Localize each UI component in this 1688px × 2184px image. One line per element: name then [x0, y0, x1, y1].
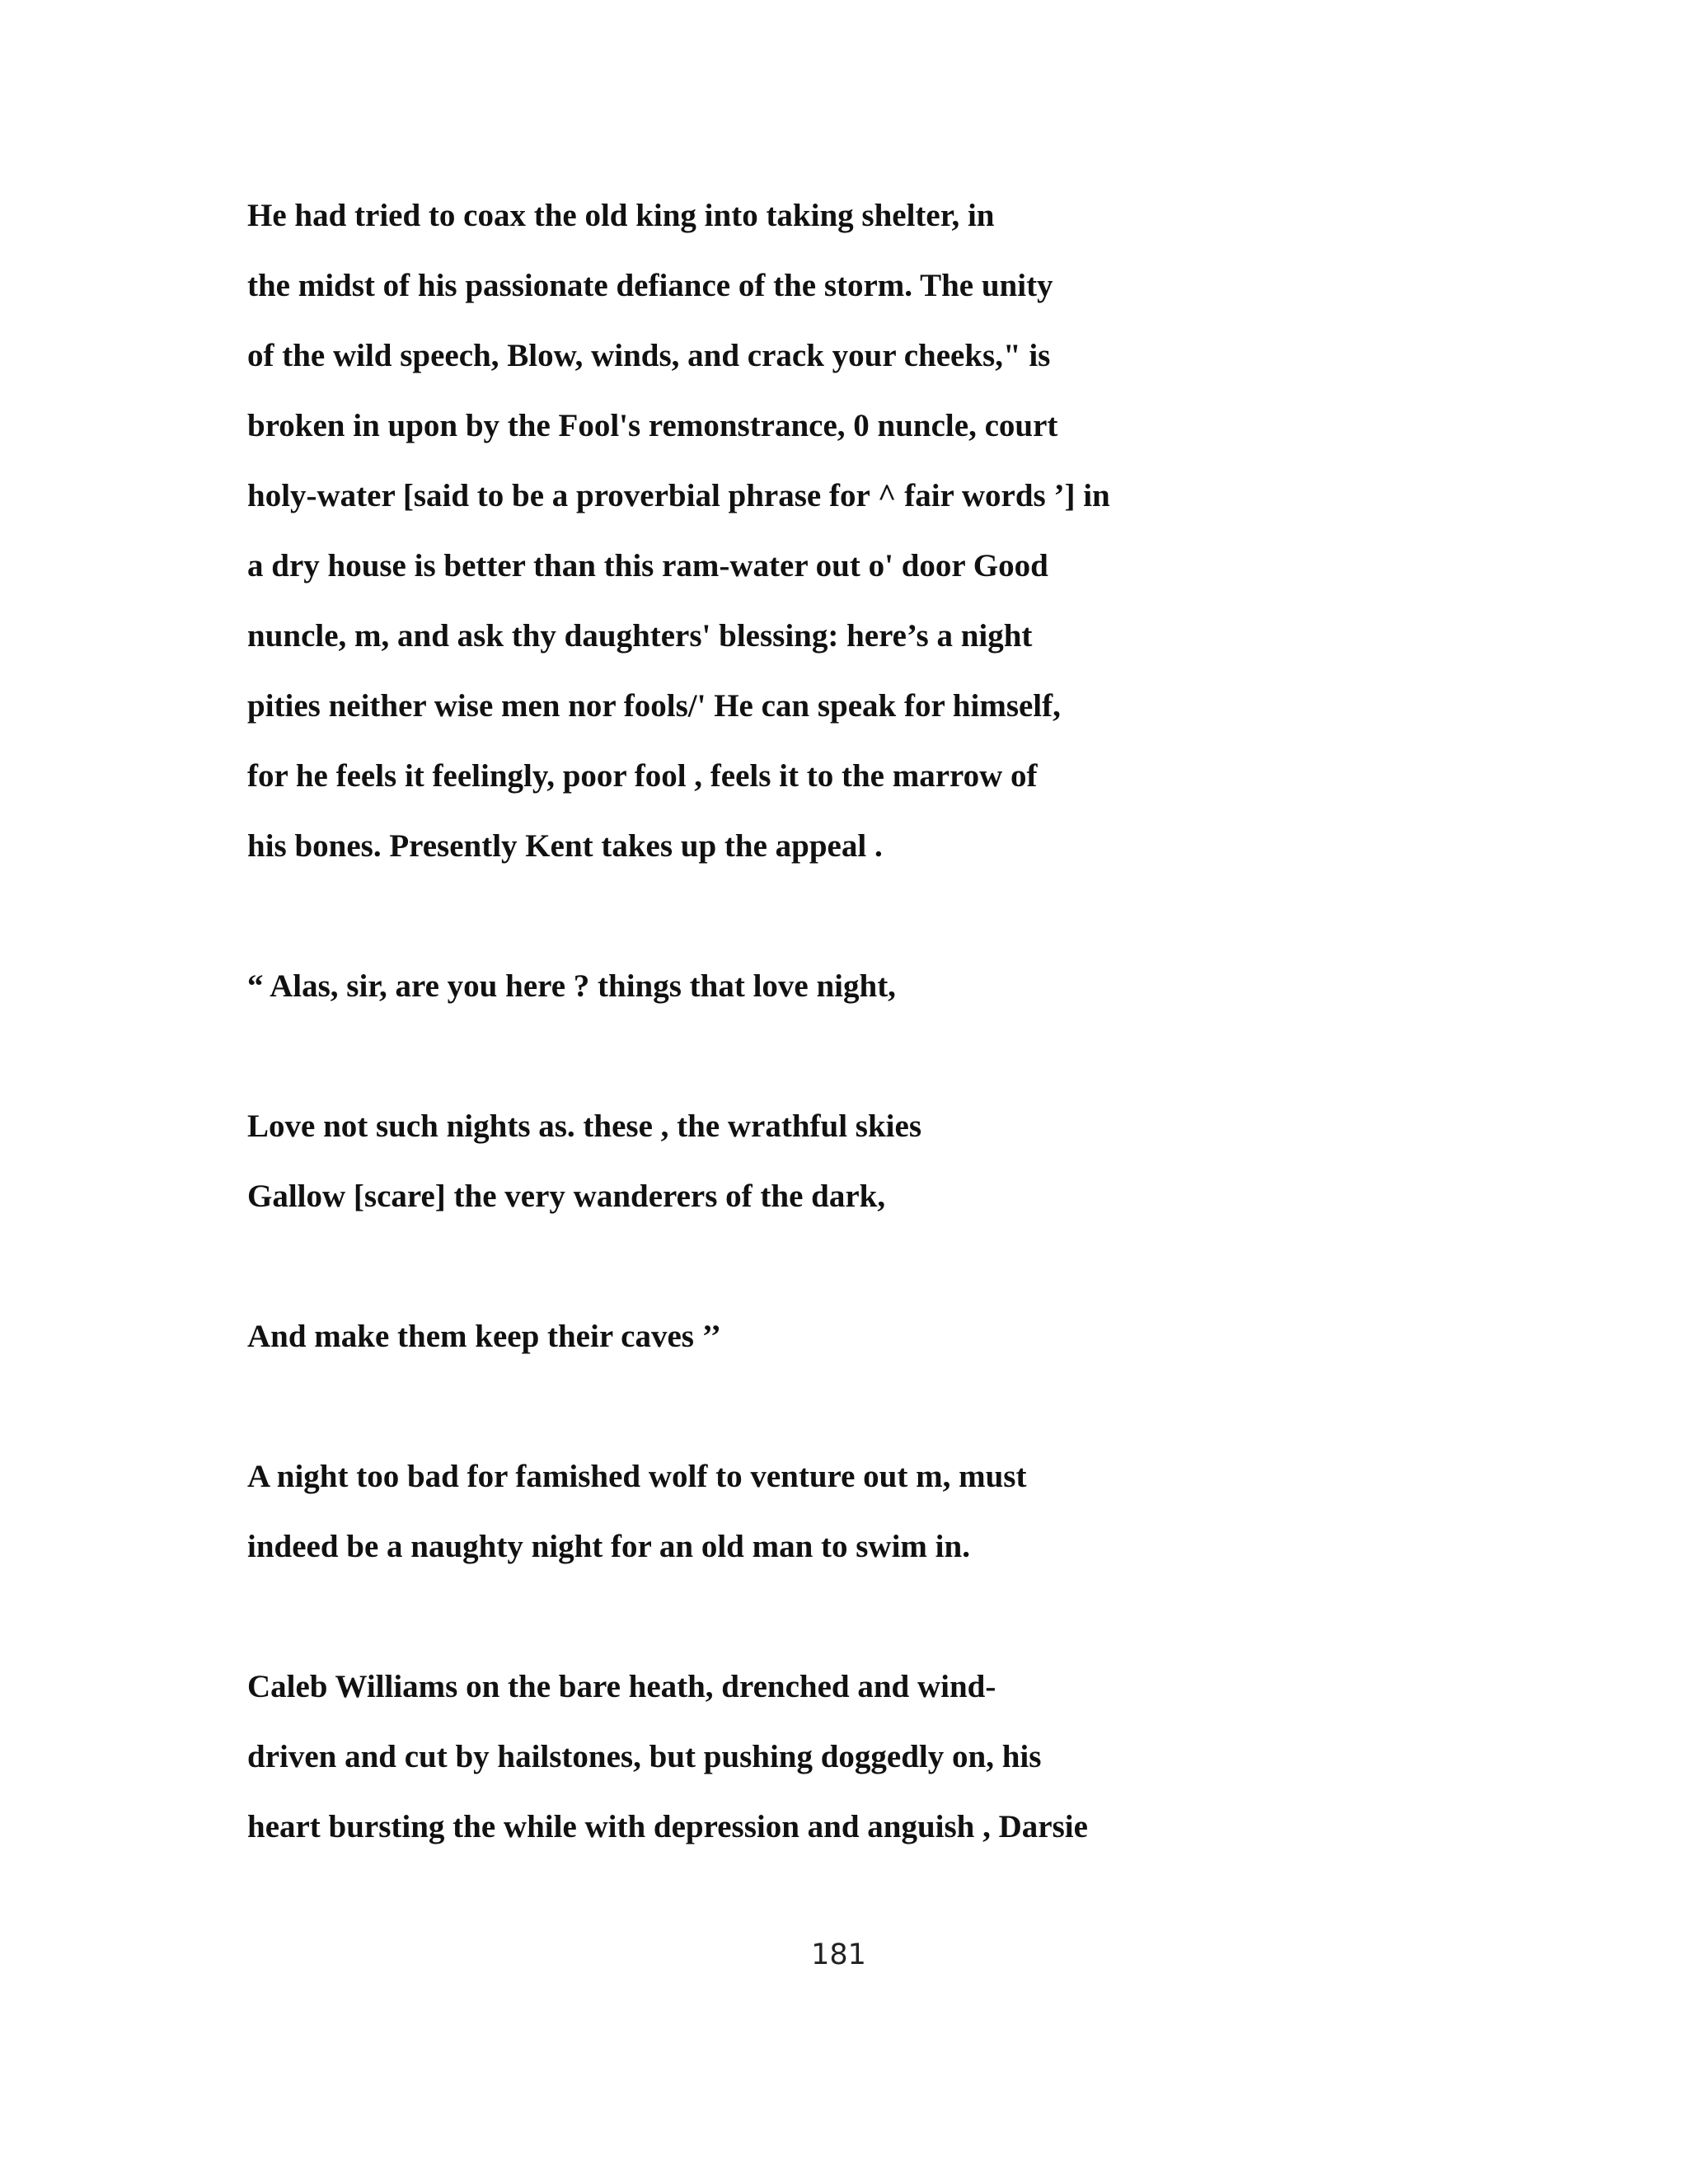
quote-line: And make them keep their caves ’’: [247, 1319, 721, 1354]
text-line: of the wild speech, Blow, winds, and crack your cheeks," is: [247, 338, 1051, 373]
text-line: pities neither wise men nor fools/' He can speak for himself,: [247, 688, 1061, 724]
text-line: indeed be a naughty night for an old man to swim in.: [247, 1529, 970, 1564]
text-line: for he feels it feelingly, poor fool , feels it to the marrow of: [247, 758, 1038, 794]
page-number: 181: [811, 1938, 866, 1971]
quote-line: “ Alas, sir, are you here ? things that love night,: [247, 968, 896, 1004]
text-line: nuncle, m, and ask thy daughters' blessing: here’s a night: [247, 618, 1033, 654]
text-line: He had tried to coax the old king into taking shelter, in: [247, 198, 995, 233]
text-line: Caleb Williams on the bare heath, drenched and wind-: [247, 1669, 996, 1704]
text-line: a dry house is better than this ram-water out o' door Good: [247, 548, 1048, 583]
text-line: holy-water [said to be a proverbial phrase for ^ fair words ’] in: [247, 478, 1110, 513]
text-line: broken in upon by the Fool's remonstrance, 0 nuncle, court: [247, 408, 1058, 443]
text-line: the midst of his passionate defiance of the storm. The unity: [247, 268, 1053, 303]
text-line: heart bursting the while with depression and anguish , Darsie: [247, 1809, 1088, 1844]
quote-line: Love not such nights as. these , the wrathful skies: [247, 1108, 921, 1144]
text-line: driven and cut by hailstones, but pushing doggedly on, his: [247, 1739, 1042, 1774]
quote-line: Gallow [scare] the very wanderers of the dark,: [247, 1179, 886, 1214]
text-line: A night too bad for famished wolf to venture out m, must: [247, 1459, 1027, 1494]
text-line: his bones. Presently Kent takes up the appeal .: [247, 828, 883, 864]
